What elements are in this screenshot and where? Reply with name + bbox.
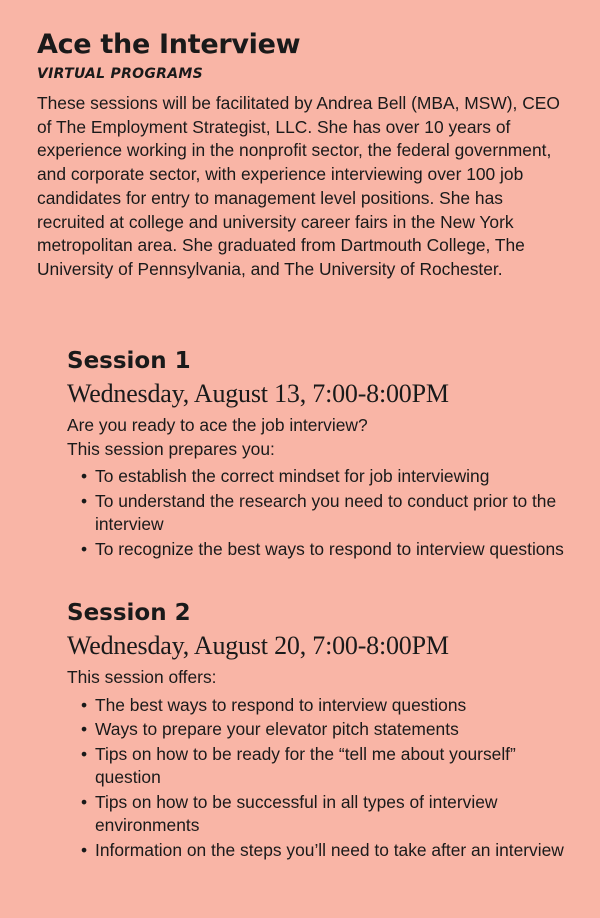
session-2-bullet-list [67, 694, 577, 863]
list-item-text: Tips on how to be successful in all types of interview environments [95, 791, 498, 835]
list-item-text: To recognize the best ways to respond to interview questions [95, 538, 564, 559]
session-1-line: This session prepares you: [67, 438, 275, 459]
bullet-icon: • [81, 743, 88, 764]
list-item-text: Tips on how to be ready for the “tell me about yourself” question [95, 743, 516, 787]
session-1-bullet-list [67, 465, 577, 561]
session-1-line: Are you ready to ace the job interview? [67, 415, 368, 435]
list-item [81, 538, 577, 562]
intro-paragraph: These sessions will be facilitated by Andrea Bell (MBA, MSW), CEO of The Employment Strategist, LLC. She has over 10 years of experience working in the nonprofit sector, the federal government, and corporate sector, with experience interviewing over 100 job candidates for entry to management level positions. She has recruited at college and university career fairs in the New York metropolitan area. She graduated from Dartmouth College, The University of Pennsylvania, and The University of Rochester. [37, 93, 560, 279]
list-item [81, 743, 577, 790]
session-1-heading: Session 1 [67, 348, 191, 374]
list-item-text: Ways to prepare your elevator pitch statements [95, 719, 459, 739]
bullet-icon: • [81, 466, 88, 486]
session-2-line: This session offers: [67, 667, 217, 687]
bullet-icon: • [81, 490, 88, 511]
list-item [81, 718, 577, 742]
page-title: Ace the Interview [37, 29, 301, 60]
bullet-icon: • [81, 791, 88, 812]
bullet-icon: • [81, 839, 88, 860]
list-item [81, 839, 577, 863]
bullet-icon: • [81, 538, 88, 559]
list-item-text: Information on the steps you’ll need to take after an interview [95, 839, 564, 860]
list-item-text: To establish the correct mindset for job interviewing [95, 466, 490, 486]
session-1-date: Wednesday, August 13, 7:00-8:00PM [67, 379, 449, 408]
list-item [81, 791, 577, 838]
list-item-text: To understand the research you need to conduct prior to the interview [95, 490, 557, 534]
session-2-heading: Session 2 [67, 600, 191, 626]
list-item [81, 490, 577, 537]
session-2 [67, 598, 577, 863]
bullet-icon: • [81, 719, 88, 739]
page-subtitle: VIRTUAL PROGRAMS [37, 66, 203, 82]
list-item-text: The best ways to respond to interview questions [95, 694, 467, 715]
list-item [81, 465, 577, 489]
list-item [81, 694, 577, 718]
session-1 [67, 346, 577, 562]
session-2-date: Wednesday, August 20, 7:00-8:00PM [67, 631, 449, 660]
bullet-icon: • [81, 694, 88, 715]
